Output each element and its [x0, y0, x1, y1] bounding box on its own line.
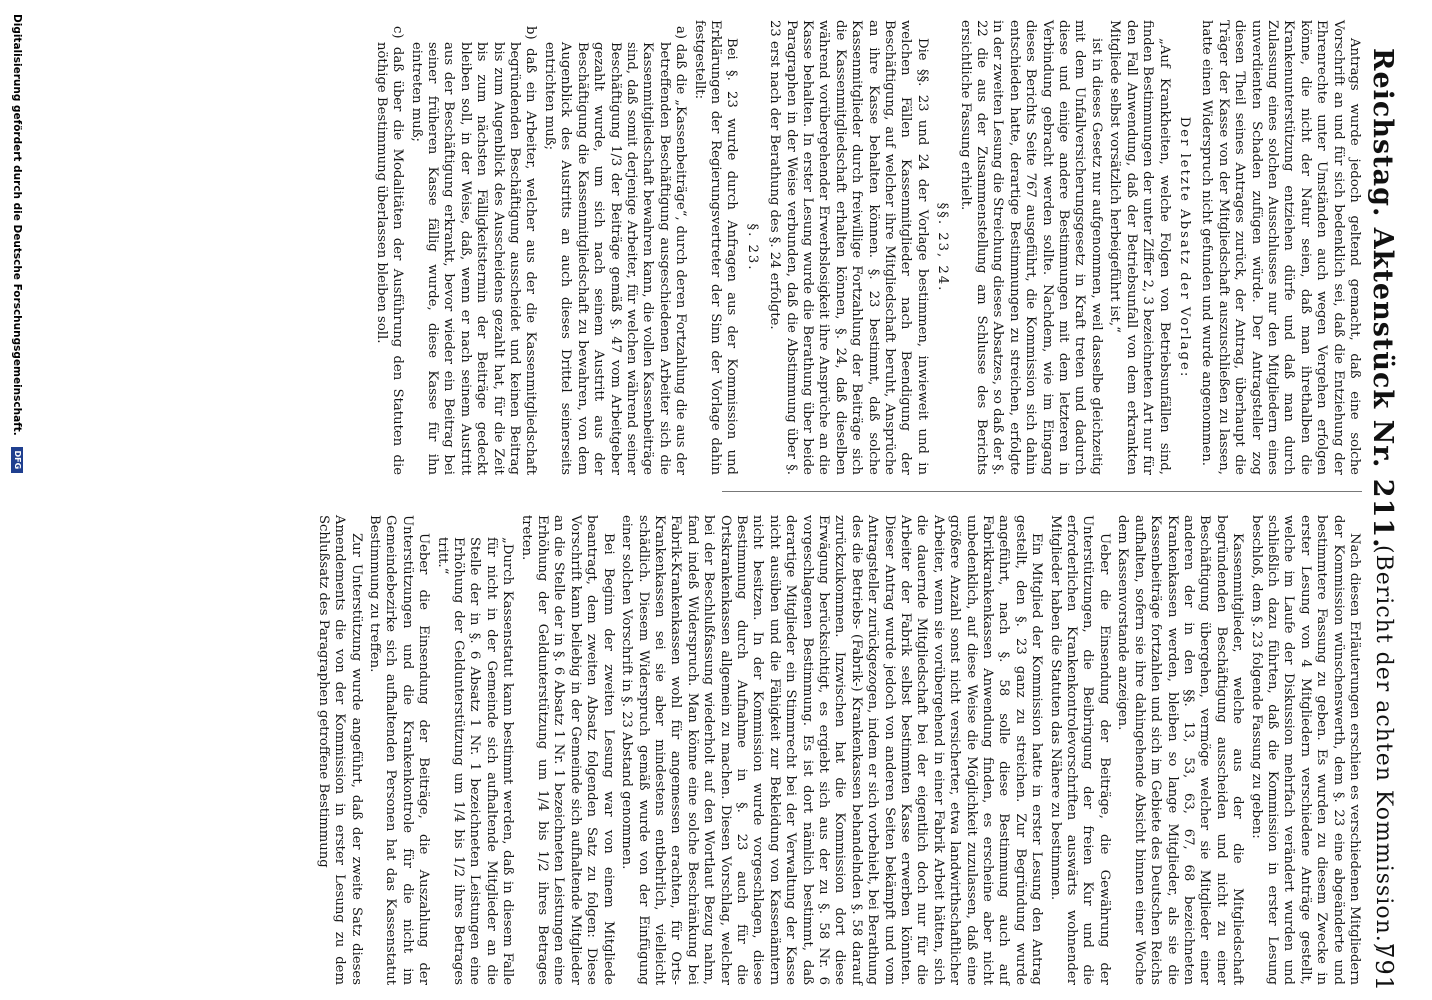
paragraph: Ueber die Einsendung der Beiträge, die Gewährung der Unterstützungen, die Beibringung der freien Kur und die erforderlichen Krankenkontrolevorschriften auswärts wohnender Mitglieder haben die Statuten das Nähere zu bestimmen.	[1047, 515, 1112, 985]
header-subtitle: (Bericht der achten Kommission.)	[1371, 545, 1396, 953]
paragraph: ist in dieses Gesetz nur aufgenommen, weil dasselbe gleichzeitig mit dem Unfallversicherungsgesetz in Kraft treten und dadurch diese und einige andere Bestimmungen mit dem letzteren in Verbindung gebracht werden sollte. Nachdem, wie im Eingang dieses Berichts Seite 767 ausgeführt, die Kommission sich dahin entschieden hatte, derartige Bestimmungen zu streichen, erfolgte in der zweiten Lesung die Streichung dieses Absatzes, so daß der §. 22 die aus der Zusammenstellung am Schlusse des Berichts ersichtliche Fassung erhielt.	[957, 20, 1104, 475]
digitization-footer	[6, 14, 28, 994]
paragraph: c) daß über die Modalitäten der Ausführung den Statuten die nöthige Bestimmung überlassen bleiben soll.	[373, 26, 406, 475]
text-column-right	[202, 515, 1362, 985]
paragraph: „Auf Krankheiten, welche Folgen von Betriebsunfällen sind, finden Bestimmungen der unter Ziffer 2, 3 bezeichneten Art nur für den Fall Anwendung, daß der Betriebsunfall von dem erkrankten Mitgliede selbst vorsätzlich herbeigeführt ist,“	[1107, 20, 1172, 475]
paragraph: Bei Beginn der zweiten Lesung war von einem Mitgliede beantragt, dem zweiten Absatz folgenden Satz zu folgen: Diese Vorschrift kann beliebig in der Gemeinde sich aufhaltende Mitglieder an die Stelle der in §. 6 Absatz 1 Nr. 1 bezeichneten Leistungen eine Erhöhung der Geldunterstützung um 1/4 bis 1/2 ihres Betrages treten.	[518, 515, 616, 985]
paragraph: Ein Mitglied der Kommission hatte in erster Lesung den Antrag gestellt, den §. 23 ganz zu streichen. Zur Begründung wurde angeführt, nach §. 58 solle diese Bestimmung auch auf Fabrikkrankenkassen Anwendung finden, es erscheine aber nicht unbedenklich, auf diese Weise die Möglichkeit zuzulassen, daß eine größere Anzahl sonst nicht versicherter, etwa landwirthschaftlicher Arbeiter, wenn sie vorübergehend in einer Fabrik Arbeit hätten, sich die dauernde Mitgliedschaft bei der eigentlich doch nur für die Arbeiter der Fabrik selbst bestimmten Kasse erwerben könnten. Dieser Antrag wurde jedoch von anderen Seiten bekämpft und vom Antragsteller zurückgezogen, indem er sich vorbehielt, bei Berathung des die Betriebs- (Fabrik-) Krankenkassen behandelnden §. 58 darauf zurückzukommen. Inzwischen hat die Kommission dort diese Erwägung berücksichtigt, es ergiebt sich aus der zu §. 58 Nr. 6 vorgeschlagenen Bestimmung. Es ist dort nämlich bestimmt, daß derartige Mitglieder ein Stimmrecht bei der Verwaltung der Kasse nicht ausüben und die Fähigkeit zur Bekleidung von Kassenämtern nicht besitzen. In der Kommission wurde vorgeschlagen, diese Bestimmung durch Aufnahme in §. 23 auch für die Ortskrankenkassen allgemein zu machen. Diesen Vorschlag, welcher bei der Beschlußfassung wiederholt auf den Wortlaut Bezug nahm, fand indeß Widerspruch. Man könne eine solche Beschränkung bei Fabrik-Krankenkassen wohl für angemessen erachten, für Orts-Krankenkassen sei sie aber mindestens entbehrlich, vielleicht schädlich. Diesem Widerspruch gemäß wurde von der Einfügung einer solchen Vorschrift in §. 23 Abstand genommen.	[619, 515, 1045, 985]
paragraph: Antrags wurde jedoch geltend gemacht, daß eine solche Vorschrift an und für sich bedenklich sei, daß die Entziehung der Ehrenrechte unter Umständen auch wegen Vergehen erfolgen könne, die nicht der Natur seien, daß man ihrethalben die Krankenunterstützung entziehen dürfe und daß man durch Zulassung eines solchen Ausschlusses nur den Mitgliedern eines unverdienten Schaden zufügen würde. Der Antragsteller zog diesen Theil seines Antrages zurück, der Antrag, überhaupt die Träger der Kasse von der Mitgliedschaft auszuschließen zu lassen, hatte einen Widerspruch nicht gefunden und wurde angenommen.	[1199, 20, 1362, 475]
page-header	[1362, 0, 1406, 1000]
paragraph: Bei §. 23 wurde durch Anfragen aus der Kommission und Erklärungen der Regierungsvertreter der Sinn der Vorlage dahin festgestellt:	[691, 20, 740, 475]
section-heading: §§. 23, 24.	[935, 202, 951, 293]
paragraph: a) daß die „Kassenbeiträge“, durch deren Fortzahlung die aus der betreffenden Beschäftigung ausgeschiedenen Arbeiter sich die Kassenmitgliedschaft bewahren kann, die vollen Kassenbeiträge sind, daß somit derjenige Arbeiter, für welchen während seiner Beschäftigung 1/3 der Beiträge gemäß §. 47 vom Arbeitgeber gezahlt wurde, um sich nach seinem Austritt aus der Beschäftigung die Kassenmitgliedschaft zu bewahren, von dem Augenblick des Austritts an auch dieses Drittel seinerseits entrichten muß;	[541, 26, 689, 475]
paragraph: „Durch Kassenstatut kann bestimmt werden, daß in diesem Falle für nicht in der Gemeinde sich aufhaltende Mitglieder an die Stelle der in §. 6 Absatz 1 Nr. 1 bezeichneten Leistungen eine Erhöhung der Geldunterstützung um 1/4 bis 1/2 ihres Betrages tritt.“	[434, 537, 516, 985]
header-title: Reichstag. Aktenstück Nr. 211.	[1367, 48, 1398, 549]
paragraph: Die §§. 23 und 24 der Vorlage bestimmen, inwieweit und in welchen Fällen Kassenmitglieder nach Beendigung der Beschäftigung, auf welcher ihre Mitgliedschaft beruht, Ansprüche an ihre Kasse behalten können. §. 23 bestimmt, daß solche Kassenmitglieder durch freiwillige Fortzahlung der Beiträge sich die Kassenmitgliedschaft erhalten können, §. 24, daß dieselben während vorübergehender Erwerbslosigkeit ihre Ansprüche an die Kasse behalten. In erster Lesung wurde die Berathung über beide Paragraphen in der Weise verbunden, daß die Abstimmung über §. 23 erst nach der Berathung des §. 24 erfolgte.	[767, 20, 930, 475]
text-column-left	[202, 20, 1362, 475]
section-heading: Der letzte Absatz der Vorlage:	[1176, 116, 1192, 379]
paragraph: Ueber die Einsendung der Beiträge, die Auszahlung der Unterstützungen und die Krankenkontrole für die nicht im Gemeindebezirke sich aufhaltenden Personen hat das Kassenstatut Bestimmung zu treffen.	[367, 515, 432, 985]
paragraph: Nach diesen Erläuterungen erschien es verschiedenen Mitgliedern der Kommission wünschenswerth, dem §. 23 eine abgeänderte und bestimmtere Fassung zu geben. Es wurden zu diesem Zwecke in erster Lesung von 4 Mitgliedern verschiedene Anträge gestellt, welche im Laufe der Diskussion mehrfach verändert wurden und schließlich dazu führten, daß die Kommission in erster Lesung beschloß, dem §. 23 folgende Fassung zu geben:	[1248, 515, 1362, 985]
scanned-page	[2, 0, 1412, 1000]
dfg-logo: DFG	[12, 447, 24, 473]
page-number: 791	[1370, 943, 1398, 992]
paragraph: Kassenmitglieder, welche aus der die Mitgliedschaft begründenden Beschäftigung ausscheiden und nicht zu einer Beschäftigung übergehen, vermöge welcher sie Mitglieder einer anderen der in den §§. 13, 53, 63, 67, 68 bezeichneten Krankenkassen werden, bleiben so lange Mitglieder, als sie die Kassenbeiträge fortzahlen und sich im Gebiete des Deutschen Reichs aufhalten, sofern sie ihre dahingehende Absicht binnen einer Woche dem Kassenvorstande anzeigen.	[1115, 515, 1246, 985]
paragraph: b) daß ein Arbeiter, welcher aus der die Kassenmitgliedschaft begründenden Beschäftigung ausscheidet und keinen Beitrag bis zum Augenblick des Ausscheidens gezahlt hat, für die Zeit bis zum nächsten Fälligkeitstermin der Beiträge gedeckt bleiben soll, in der Weise, daß, wenn er nach seinem Austritt aus der Beschäftigung erkrankt, bevor wieder ein Beitrag bei seiner früheren Kasse fällig wurde, diese Kasse für ihn eintreten muß;	[408, 26, 539, 475]
paragraph: Zur Unterstützung wurde angeführt, daß der zweite Satz dieses Amendements die von der Kommission in erster Lesung zu dem Schlußsatz des Paragraphen getroffene Bestimmung	[315, 515, 364, 985]
column-divider	[722, 491, 1362, 492]
section-heading: §. 23.	[744, 223, 760, 272]
footer-text: Digitalisierung gefördert durch die Deutsche Forschungsgemeinschaft.	[11, 14, 24, 436]
